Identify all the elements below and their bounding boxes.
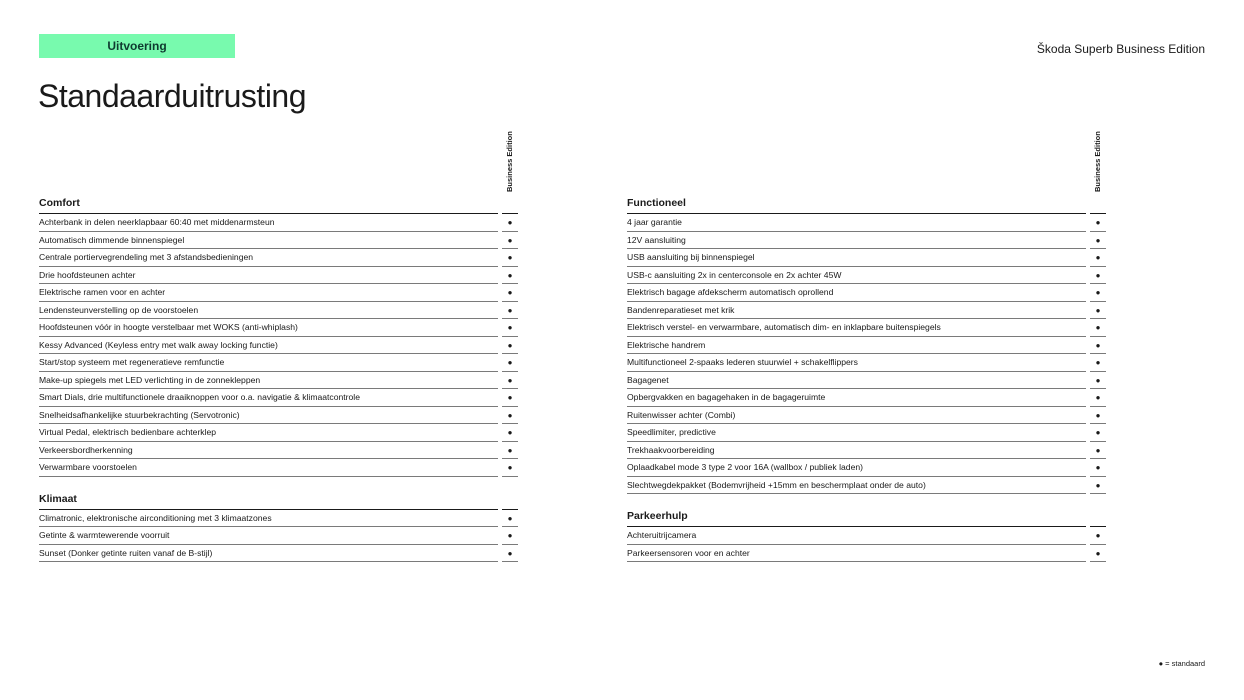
section-header — [627, 197, 1106, 214]
standard-dot: ● — [1090, 302, 1106, 320]
feature-label: Sunset (Donker getinte ruiten vanaf de B-stijl) — [39, 545, 498, 563]
feature-label: Smart Dials, drie multifunctionele draaiknoppen voor o.a. navigatie & klimaatcontrole — [39, 389, 498, 407]
standard-dot: ● — [502, 319, 518, 337]
feature-label: Achterbank in delen neerklapbaar 60:40 met middenarmsteun — [39, 214, 498, 232]
table-row — [627, 319, 1106, 337]
section-header — [627, 510, 1106, 527]
standard-dot: ● — [502, 527, 518, 545]
feature-label: Multifunctioneel 2-spaaks lederen stuurwiel + schakelflippers — [627, 354, 1086, 372]
standard-dot: ● — [1090, 545, 1106, 563]
table-row — [627, 337, 1106, 355]
standard-dot: ● — [1090, 372, 1106, 390]
table-row — [627, 354, 1106, 372]
table-row — [39, 424, 518, 442]
standard-dot: ● — [1090, 424, 1106, 442]
table-row — [39, 232, 518, 250]
table-row — [39, 337, 518, 355]
feature-label: Oplaadkabel mode 3 type 2 voor 16A (wallbox / publiek laden) — [627, 459, 1086, 477]
section-parkeerhulp — [627, 510, 1106, 562]
standard-dot: ● — [502, 510, 518, 528]
feature-label: Trekhaakvoorbereiding — [627, 442, 1086, 460]
table-row — [39, 284, 518, 302]
feature-label: Bagagenet — [627, 372, 1086, 390]
table-row — [627, 232, 1106, 250]
table-row — [39, 510, 518, 528]
section-header-cell — [502, 197, 518, 214]
standard-dot: ● — [1090, 267, 1106, 285]
table-row — [39, 354, 518, 372]
feature-label: Achteruitrijcamera — [627, 527, 1086, 545]
feature-label: 12V aansluiting — [627, 232, 1086, 250]
table-row — [39, 267, 518, 285]
table-row — [39, 302, 518, 320]
left-column — [39, 197, 518, 578]
table-row — [627, 459, 1106, 477]
legend: ● = standaard — [1158, 659, 1205, 668]
feature-label: Parkeersensoren voor en achter — [627, 545, 1086, 563]
section-title: Klimaat — [39, 493, 498, 510]
column-header-left — [503, 132, 517, 192]
right-column — [627, 197, 1106, 578]
table-row — [627, 389, 1106, 407]
standard-dot: ● — [502, 389, 518, 407]
feature-label: Automatisch dimmende binnenspiegel — [39, 232, 498, 250]
table-row — [39, 249, 518, 267]
section-tag: Uitvoering — [39, 34, 235, 58]
feature-label: Lendensteunverstelling op de voorstoelen — [39, 302, 498, 320]
table-row — [627, 372, 1106, 390]
standard-dot: ● — [1090, 459, 1106, 477]
table-row — [627, 267, 1106, 285]
table-row — [627, 284, 1106, 302]
column-header-right — [1091, 132, 1105, 192]
table-row — [39, 442, 518, 460]
standard-dot: ● — [1090, 232, 1106, 250]
section-header-cell — [1090, 197, 1106, 214]
column-header-right-label: Business Edition — [1093, 131, 1102, 192]
table-row — [627, 477, 1106, 495]
feature-label: Ruitenwisser achter (Combi) — [627, 407, 1086, 425]
feature-label: Virtual Pedal, elektrisch bedienbare achterklep — [39, 424, 498, 442]
standard-dot: ● — [1090, 527, 1106, 545]
standard-dot: ● — [502, 545, 518, 563]
feature-label: Bandenreparatieset met krik — [627, 302, 1086, 320]
standard-dot: ● — [1090, 319, 1106, 337]
table-row — [627, 302, 1106, 320]
feature-label: Elektrische handrem — [627, 337, 1086, 355]
feature-label: Hoofdsteunen vóór in hoogte verstelbaar met WOKS (anti-whiplash) — [39, 319, 498, 337]
table-row — [39, 389, 518, 407]
table-row — [39, 214, 518, 232]
table-row — [627, 442, 1106, 460]
standard-dot: ● — [502, 459, 518, 477]
standard-dot: ● — [1090, 284, 1106, 302]
section-header-cell — [1090, 510, 1106, 527]
table-row — [39, 319, 518, 337]
table-row — [627, 407, 1106, 425]
standard-dot: ● — [1090, 354, 1106, 372]
standard-dot: ● — [1090, 249, 1106, 267]
standard-dot: ● — [1090, 407, 1106, 425]
standard-dot: ● — [502, 232, 518, 250]
table-row — [39, 407, 518, 425]
feature-label: Drie hoofdsteunen achter — [39, 267, 498, 285]
section-title: Functioneel — [627, 197, 1086, 214]
section-comfort — [39, 197, 518, 477]
section-header — [39, 493, 518, 510]
feature-label: Slechtwegdekpakket (Bodemvrijheid +15mm en beschermplaat onder de auto) — [627, 477, 1086, 495]
feature-label: USB aansluiting bij binnenspiegel — [627, 249, 1086, 267]
column-header-left-label: Business Edition — [505, 131, 514, 192]
feature-label: Elektrisch verstel- en verwarmbare, automatisch dim- en inklapbare buitenspiegels — [627, 319, 1086, 337]
section-header-cell — [502, 493, 518, 510]
standard-dot: ● — [1090, 389, 1106, 407]
table-row — [627, 424, 1106, 442]
section-klimaat — [39, 493, 518, 563]
feature-label: Snelheidsafhankelijke stuurbekrachting (Servotronic) — [39, 407, 498, 425]
table-row — [39, 545, 518, 563]
standard-dot: ● — [502, 284, 518, 302]
feature-label: Kessy Advanced (Keyless entry met walk away locking functie) — [39, 337, 498, 355]
page-title: Standaarduitrusting — [38, 78, 307, 114]
standard-dot: ● — [1090, 442, 1106, 460]
section-header — [39, 197, 518, 214]
table-row — [39, 459, 518, 477]
section-functioneel — [627, 197, 1106, 494]
standard-dot: ● — [1090, 477, 1106, 495]
feature-label: Opbergvakken en bagagehaken in de bagageruimte — [627, 389, 1086, 407]
feature-label: Verwarmbare voorstoelen — [39, 459, 498, 477]
table-row — [627, 545, 1106, 563]
standard-dot: ● — [502, 302, 518, 320]
feature-label: Speedlimiter, predictive — [627, 424, 1086, 442]
brand-name: Škoda Superb Business Edition — [1036, 42, 1205, 56]
standard-dot: ● — [502, 249, 518, 267]
standard-dot: ● — [502, 214, 518, 232]
section-title: Parkeerhulp — [627, 510, 1086, 527]
feature-label: Climatronic, elektronische airconditioning met 3 klimaatzones — [39, 510, 498, 528]
standard-dot: ● — [502, 372, 518, 390]
standard-dot: ● — [502, 267, 518, 285]
feature-label: Centrale portiervegrendeling met 3 afstandsbedieningen — [39, 249, 498, 267]
table-row — [39, 527, 518, 545]
feature-label: Verkeersbordherkenning — [39, 442, 498, 460]
feature-label: Make-up spiegels met LED verlichting in de zonnekleppen — [39, 372, 498, 390]
feature-label: Getinte & warmtewerende voorruit — [39, 527, 498, 545]
standard-dot: ● — [502, 424, 518, 442]
standard-dot: ● — [1090, 337, 1106, 355]
feature-label: Start/stop systeem met regeneratieve remfunctie — [39, 354, 498, 372]
standard-dot: ● — [502, 442, 518, 460]
table-row — [39, 372, 518, 390]
standard-dot: ● — [502, 337, 518, 355]
standard-dot: ● — [502, 407, 518, 425]
standard-dot: ● — [1090, 214, 1106, 232]
feature-label: Elektrisch bagage afdekscherm automatisch oprollend — [627, 284, 1086, 302]
table-row — [627, 527, 1106, 545]
section-title: Comfort — [39, 197, 498, 214]
standard-dot: ● — [502, 354, 518, 372]
table-row — [627, 214, 1106, 232]
table-row — [627, 249, 1106, 267]
feature-label: USB-c aansluiting 2x in centerconsole en 2x achter 45W — [627, 267, 1086, 285]
feature-label: Elektrische ramen voor en achter — [39, 284, 498, 302]
feature-label: 4 jaar garantie — [627, 214, 1086, 232]
